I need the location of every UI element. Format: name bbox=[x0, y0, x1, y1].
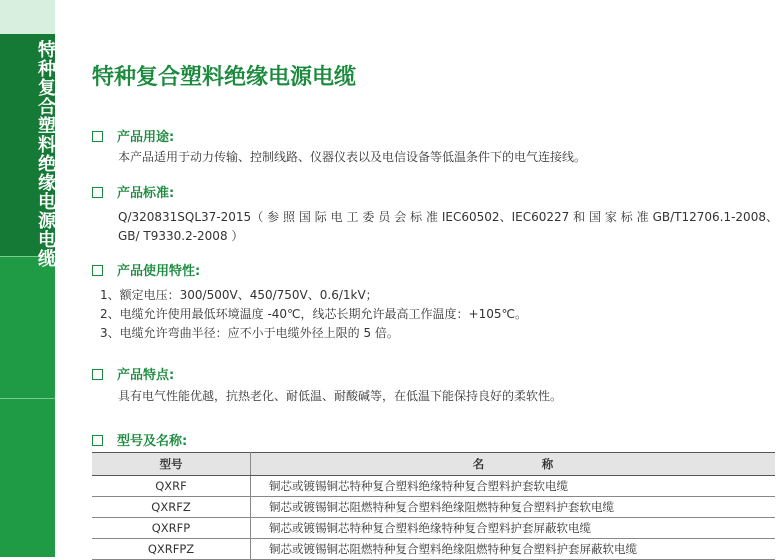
characteristic-item: 1、额定电压：300/500V、450/750V、0.6/1kV； bbox=[100, 288, 378, 302]
model-table bbox=[92, 452, 775, 560]
name-cell: 铜芯或镀锡铜芯阻燃特种复合塑料绝缘阻燃特种复合塑料护套屏蔽软电缆 bbox=[251, 539, 776, 560]
name-cell: 铜芯或镀锡铜芯特种复合塑料绝缘特种复合塑料护套软电缆 bbox=[251, 476, 776, 497]
section-heading-features bbox=[92, 364, 174, 383]
table-row bbox=[92, 518, 775, 539]
sidebar-top-bar bbox=[0, 0, 55, 34]
model-cell: QXRFP bbox=[92, 518, 251, 539]
checkbox-square-icon bbox=[92, 265, 103, 276]
table-row bbox=[92, 539, 775, 560]
section-heading-label: 产品用途: bbox=[117, 130, 175, 145]
section-heading-label: 产品特点: bbox=[117, 368, 175, 383]
sidebar-vertical-title: 特种复合塑料绝缘电源电缆 bbox=[35, 40, 56, 268]
column-header-model: 型号 bbox=[92, 453, 251, 476]
table-row bbox=[92, 476, 775, 497]
section-heading-usage bbox=[92, 126, 174, 145]
page-title: 特种复合塑料绝缘电源电缆 bbox=[92, 65, 357, 90]
sidebar bbox=[0, 0, 55, 557]
checkbox-square-icon bbox=[92, 131, 103, 142]
model-cell: QXRFPZ bbox=[92, 539, 251, 560]
table-header-row bbox=[92, 453, 775, 476]
model-cell: QXRFZ bbox=[92, 497, 251, 518]
usage-text: 本产品适用于动力传输、控制线路、仪器仪表以及电信设备等低温条件下的电气连接线。 bbox=[118, 150, 587, 164]
checkbox-square-icon bbox=[92, 435, 103, 446]
characteristic-item: 2、电缆允许使用最低环境温度 -40℃，线芯长期允许最高工作温度：+105℃。 bbox=[100, 307, 527, 321]
section-heading-models bbox=[92, 430, 187, 449]
section-heading-label: 型号及名称: bbox=[117, 434, 188, 449]
features-text: 具有电气性能优越，抗热老化、耐低温、耐酸碱等，在低温下能保持良好的柔软性。 bbox=[118, 389, 563, 403]
standard-text: Q/320831SQL37-2015（ 参 照 国 际 电 工 委 员 会 标 准 IEC60502、IEC60227 和 国 家 标 准 GB/T12706.1-2008、GB/ T9330.2-2008 ） bbox=[118, 210, 778, 243]
name-cell: 铜芯或镀锡铜芯特种复合塑料绝缘特种复合塑料护套屏蔽软电缆 bbox=[251, 518, 776, 539]
section-heading-standard bbox=[92, 182, 174, 201]
model-cell: QXRF bbox=[92, 476, 251, 497]
checkbox-square-icon bbox=[92, 187, 103, 198]
name-cell: 铜芯或镀锡铜芯阻燃特种复合塑料绝缘阻燃特种复合塑料护套软电缆 bbox=[251, 497, 776, 518]
characteristic-item: 3、电缆允许弯曲半径：应不小于电缆外径上限的 5 倍。 bbox=[100, 326, 399, 340]
section-heading-label: 产品使用特性: bbox=[117, 264, 201, 279]
section-heading-label: 产品标准: bbox=[117, 186, 175, 201]
column-header-name: 名 称 bbox=[251, 453, 776, 476]
sidebar-divider bbox=[0, 398, 55, 399]
table-row bbox=[92, 497, 775, 518]
checkbox-square-icon bbox=[92, 369, 103, 380]
section-heading-characteristics bbox=[92, 260, 200, 279]
